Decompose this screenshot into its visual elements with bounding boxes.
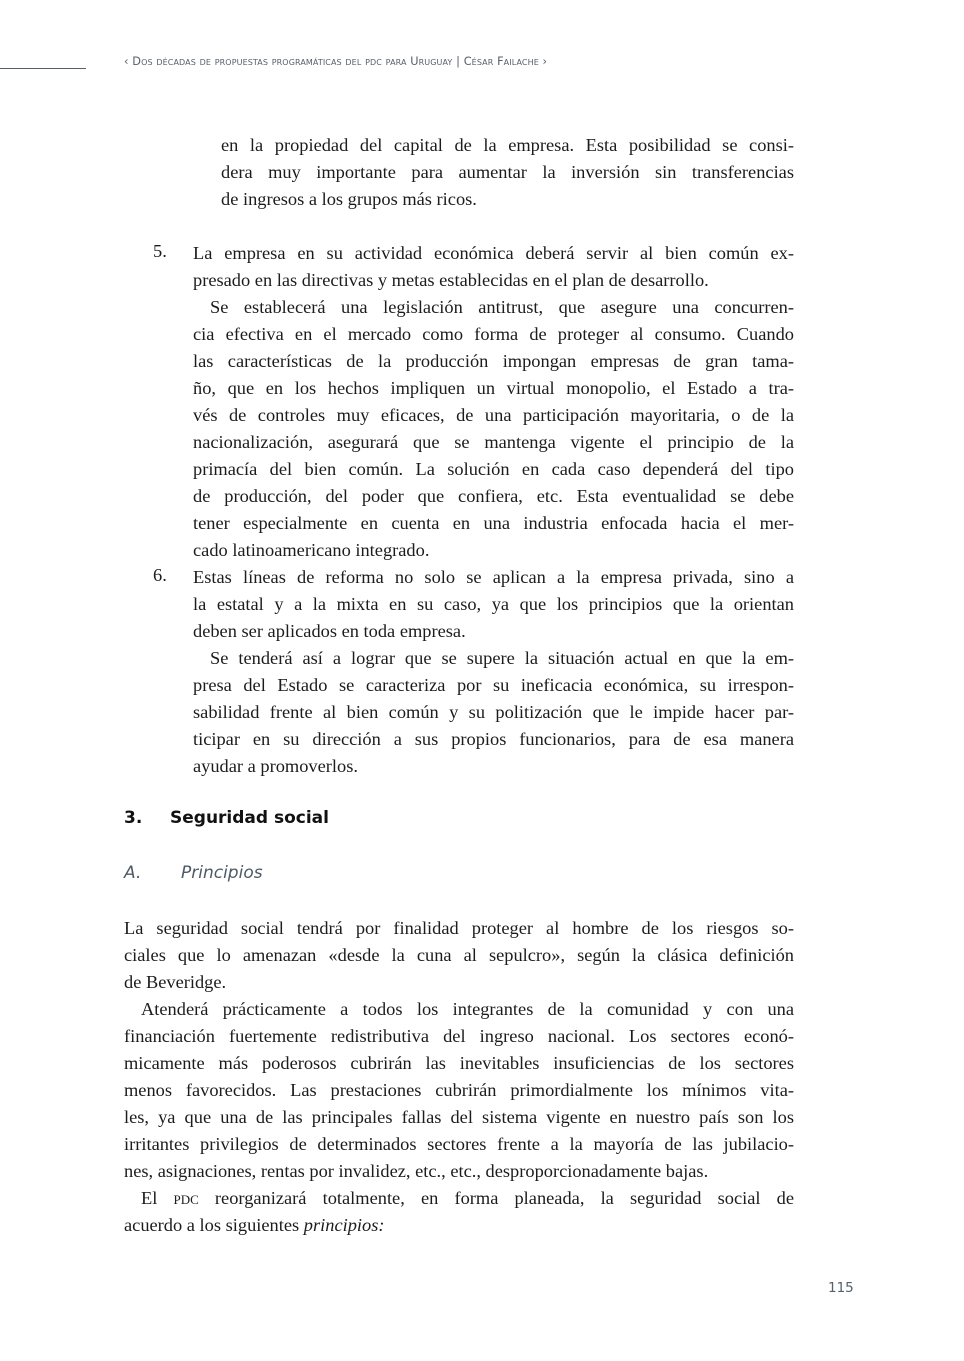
body-text bbox=[124, 915, 794, 1239]
text-line: ño, que en los hechos impliquen un virtual monopolio, el Estado a tra- bbox=[193, 378, 794, 398]
text-line: les, ya que una de las principales fallas del sistema vigente en nuestro país son los bbox=[124, 1107, 794, 1127]
text-line: de producción, del poder que confiera, etc. Esta eventualidad se debe bbox=[193, 486, 794, 506]
list-item-number: 5. bbox=[153, 241, 167, 261]
text-line: la estatal y a la mixta en su caso, ya que los principios que la orientan bbox=[193, 594, 794, 614]
section-number: 3. bbox=[124, 808, 143, 828]
text-line: ticipar en su dirección a sus propios funcionarios, para de esa manera bbox=[193, 729, 794, 749]
text-line: ciales que lo amenazan «desde la cuna al sepulcro», según la clásica definición bbox=[124, 945, 794, 965]
text-line: vés de controles muy eficaces, de una participación mayoritaria, o de la bbox=[193, 405, 794, 425]
list-item-number: 6. bbox=[153, 565, 167, 585]
text-line: presa del Estado se caracteriza por su ineficacia económica, su irrespon- bbox=[193, 675, 794, 695]
text-run: El bbox=[141, 1188, 174, 1208]
text-line: cia efectiva en el mercado como forma de proteger al consumo. Cuando bbox=[193, 324, 794, 344]
text-line: de Beveridge. bbox=[124, 972, 227, 992]
text-line: deben ser aplicados en toda empresa. bbox=[193, 621, 466, 641]
list-item-6 bbox=[193, 564, 794, 780]
acronym-pdc: pdc bbox=[173, 1188, 199, 1208]
text-line: Se tenderá así a lograr que se supere la situación actual en que la em- bbox=[210, 648, 794, 668]
page-number: 115 bbox=[828, 1280, 854, 1296]
running-head-rule bbox=[0, 68, 86, 69]
text-line: financiación fuertemente redistributiva del ingreso nacional. Los sectores econó- bbox=[124, 1026, 794, 1046]
list-item-5 bbox=[193, 240, 794, 564]
subsection-title: Principios bbox=[181, 863, 263, 883]
text-line: cado latinoamericano integrado. bbox=[193, 540, 430, 560]
text-run: acuerdo a los siguientes bbox=[124, 1215, 304, 1235]
text-line: presado en las directivas y metas establecidas en el plan de desarrollo. bbox=[193, 270, 709, 290]
text-line: en la propiedad del capital de la empresa. Esta posibilidad se consi- bbox=[221, 135, 794, 155]
text-run: reorganizará totalmente, en forma planeada, la seguridad social de bbox=[198, 1188, 794, 1208]
text-line: Estas líneas de reforma no solo se aplican a la empresa privada, sino a bbox=[193, 567, 794, 587]
continuation-paragraph bbox=[221, 132, 794, 213]
text-line bbox=[124, 1212, 794, 1239]
section-title: Seguridad social bbox=[170, 808, 329, 828]
text-line: primacía del bien común. La solución en cada caso dependerá del tipo bbox=[193, 459, 794, 479]
text-line: tener especialmente en cuenta en una industria enfocada hacia el mer- bbox=[193, 513, 794, 533]
running-head: ‹ Dos décadas de propuestas programáticas del pdc para Uruguay | César Failache › bbox=[124, 55, 548, 68]
subsection-number: A. bbox=[124, 863, 142, 883]
text-line: nes, asignaciones, rentas por invalidez, etc., etc., desproporcionadamente bajas. bbox=[124, 1161, 709, 1181]
text-line: nacionalización, asegurará que se mantenga vigente el principio de la bbox=[193, 432, 794, 452]
text-line: de ingresos a los grupos más ricos. bbox=[221, 189, 477, 209]
text-line: menos favorecidos. Las prestaciones cubrirán primordialmente los mínimos vita- bbox=[124, 1080, 794, 1100]
text-line: La empresa en su actividad económica deberá servir al bien común ex- bbox=[193, 243, 794, 263]
text-line: Atenderá prácticamente a todos los integrantes de la comunidad y con una bbox=[141, 999, 794, 1019]
text-line: irritantes privilegios de determinados sectores frente a la mayoría de las jubilacio- bbox=[124, 1134, 794, 1154]
text-line: ayudar a promoverlos. bbox=[193, 756, 358, 776]
text-line bbox=[124, 1185, 794, 1212]
text-line: dera muy importante para aumentar la inversión sin transferencias bbox=[221, 162, 794, 182]
text-line: Se establecerá una legislación antitrust, que asegure una concurren- bbox=[210, 297, 794, 317]
text-line: las características de la producción impongan empresas de gran tama- bbox=[193, 351, 794, 371]
emphasis-text: principios: bbox=[303, 1215, 385, 1235]
text-line: La seguridad social tendrá por finalidad proteger al hombre de los riesgos so- bbox=[124, 918, 794, 938]
text-line: sabilidad frente al bien común y su politización que le impide hacer par- bbox=[193, 702, 794, 722]
text-line: micamente más poderosos cubrirán las inevitables insuficiencias de los sectores bbox=[124, 1053, 794, 1073]
